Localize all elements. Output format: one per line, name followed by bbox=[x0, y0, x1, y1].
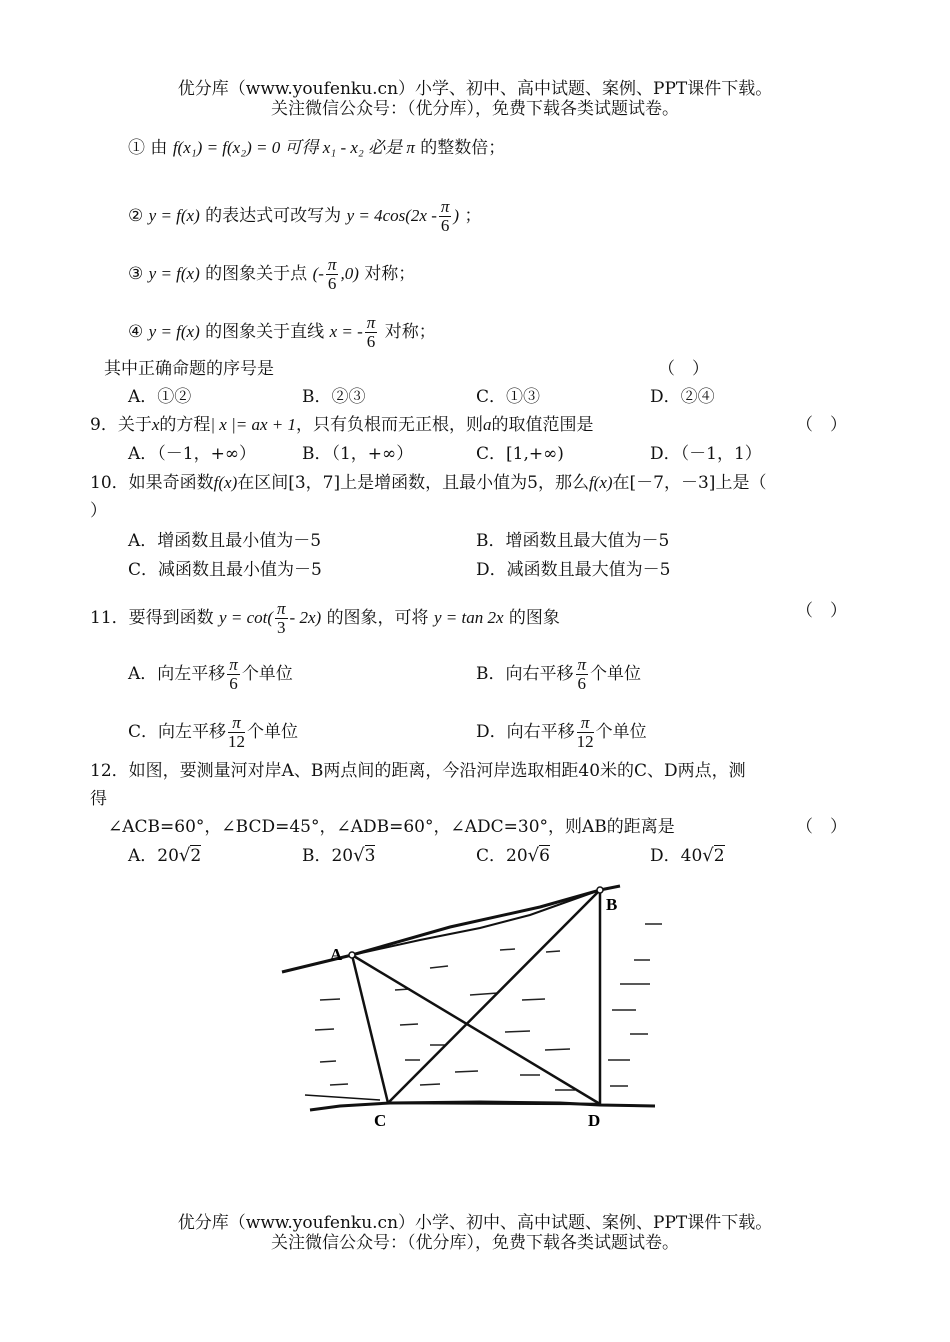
label-a: A bbox=[330, 945, 343, 964]
q10-option-a: A．增函数且最小值为－5 bbox=[128, 531, 322, 551]
q12-stem-line-1: 12．如图，要测量河对岸A、B两点间的距离，今沿河岸选取相距40米的C、D两点，测 bbox=[90, 761, 746, 781]
label-c: C bbox=[374, 1111, 387, 1130]
q11-option-a: A．向左平移 $\frac{\pi}{6}$ 个单位 bbox=[128, 655, 293, 693]
label-d: D bbox=[588, 1111, 601, 1130]
q12-answer-paren: （ ） bbox=[796, 817, 847, 837]
proposition-3: ③ y = f(x) 的图象关于点 (- $\frac{\pi}{6}$ ,0) 对称； bbox=[128, 255, 416, 293]
footer-line-1: 优分库（www.youfenku.cn）小学、初中、高中试题、案例、PPT课件下载。 bbox=[177, 1213, 773, 1233]
q8-option-d: D．②④ bbox=[650, 387, 715, 407]
q9-option-d: D．（－1，1） bbox=[650, 444, 762, 464]
water-dashes bbox=[315, 924, 662, 1090]
triangle-lines bbox=[352, 890, 600, 1104]
q8-question: 其中正确命题的序号是 bbox=[104, 359, 274, 379]
q12-option-b: B．20√3 bbox=[302, 845, 376, 866]
fraction-pi-6: $\frac{\pi}{6}$ bbox=[327, 255, 337, 293]
proposition-1: ① 由 f(x₁) = f(x₂) = 0 可得 x₁ - x₂ 必是 π 的整数倍； bbox=[128, 138, 506, 158]
q9-option-b: B．（1，+∞） bbox=[302, 444, 414, 464]
fraction-pi-6: $\frac{\pi}{6}$ bbox=[440, 197, 450, 235]
q9-option-c: C．[1,+∞) bbox=[476, 444, 564, 464]
q12-option-d: D．40√2 bbox=[650, 845, 725, 866]
q10-option-d: D．减函数且最大值为－5 bbox=[476, 560, 671, 580]
river-bank-bottom bbox=[305, 1095, 655, 1110]
q8-option-b: B．②③ bbox=[302, 387, 366, 407]
q9-option-a: A．（－1，+∞） bbox=[128, 444, 256, 464]
q10-stem: 10．如果奇函数f(x)在区间[3，7]上是增函数，且最小值为5，那么f(x)在[－7，－3]上是（ bbox=[90, 473, 767, 493]
line-ac bbox=[352, 955, 388, 1103]
q11-answer-paren: （ ） bbox=[796, 601, 847, 621]
proposition-4: ④ y = f(x) 的图象关于直线 x = - $\frac{\pi}{6}$ 对称； bbox=[128, 313, 436, 351]
header-line-1: 优分库（www.youfenku.cn）小学、初中、高中试题、案例、PPT课件下载。 bbox=[177, 79, 773, 99]
q8-answer-paren: （ ） bbox=[658, 359, 709, 379]
q10-option-b: B．增函数且最大值为－5 bbox=[476, 531, 670, 551]
q11-option-c: C．向左平移 $\frac{\pi}{12}$ 个单位 bbox=[128, 713, 299, 751]
q11-stem: 11．要得到函数 y = cot( $\frac{\pi}{3}$ - 2x) 的图象，可将 y = tan 2x 的图象 bbox=[90, 599, 560, 637]
q12-option-c: C．20√6 bbox=[476, 845, 550, 866]
q11-option-d: D．向右平移 $\frac{\pi}{12}$ 个单位 bbox=[476, 713, 647, 751]
q9-answer-paren: （ ） bbox=[796, 415, 847, 435]
fraction-pi-3: $\frac{\pi}{3}$ bbox=[277, 599, 286, 637]
footer-line-2: 关注微信公众号：（优分库），免费下载各类试题试卷。 bbox=[271, 1233, 679, 1253]
line-cd bbox=[388, 1103, 600, 1104]
q11-option-b: B．向右平移 $\frac{\pi}{6}$ 个单位 bbox=[476, 655, 642, 693]
line-ad bbox=[352, 955, 600, 1104]
header-line-2: 关注微信公众号：（优分库），免费下载各类试题试卷。 bbox=[271, 99, 679, 119]
proposition-2: ② y = f(x) 的表达式可改写为 y = 4cos(2x - $\frac{\pi}{6}$ ) ； bbox=[128, 197, 482, 235]
label-b: B bbox=[606, 895, 618, 914]
q10-stem-wrap: ） bbox=[90, 501, 107, 521]
q8-option-a: A．①② bbox=[128, 387, 192, 407]
river-bank-top bbox=[282, 886, 620, 972]
q12-stem-wrap: 得 bbox=[90, 789, 107, 809]
q12-stem-line-2: ∠ACB=60°，∠BCD=45°，∠ADB=60°，∠ADC=30°，则AB的距离是 bbox=[108, 817, 675, 837]
q8-option-c: C．①③ bbox=[476, 387, 541, 407]
q12-option-a: A．20√2 bbox=[128, 845, 202, 866]
fraction-pi-6: $\frac{\pi}{6}$ bbox=[366, 313, 376, 351]
q10-option-c: C．减函数且最小值为－5 bbox=[128, 560, 322, 580]
q9-stem: 9．关于x的方程| x |= ax + 1，只有负根而无正根，则a的取值范围是 bbox=[90, 415, 594, 435]
line-cb bbox=[388, 890, 600, 1103]
